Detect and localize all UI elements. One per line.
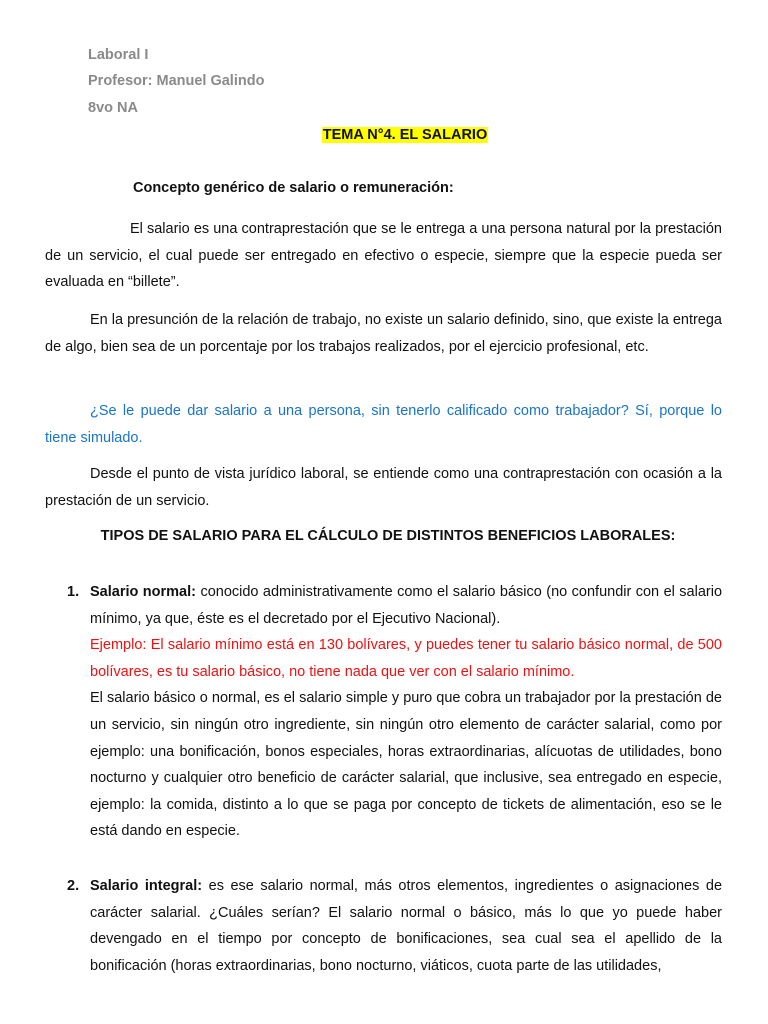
normal-salary-definition (90, 579, 722, 632)
course-section: 8vo NA (88, 100, 138, 116)
list-item-integral-salary (90, 873, 722, 979)
paragraph-legal-view: Desde el punto de vista jurídico laboral, se entiende como una contraprestación con ocasión a la prestación de un servicio. (45, 466, 722, 509)
normal-salary-text: conocido administrativamente como el salario básico (no confundir con el salario mínimo, ya que, éste es el decretado por el Ejecutivo Nacional). (90, 584, 723, 627)
integral-salary-term: Salario integral: (90, 878, 203, 894)
normal-salary-example: Ejemplo: El salario mínimo está en 130 bolívares, y puedes tener tu salario básico normal, de 500 bolívares, es tu salario básico, no tiene nada que ver con el salario mínimo. (90, 637, 722, 680)
paragraph-question: ¿Se le puede dar salario a una persona, sin tenerlo calificado como trabajador? Sí, porque lo tiene simulado. (45, 403, 722, 446)
course-name: Laboral I (88, 47, 149, 63)
document-title: TEMA N°4. EL SALARIO (322, 127, 488, 143)
salary-types-heading: TIPOS DE SALARIO PARA EL CÁLCULO DE DISTINTOS BENEFICIOS LABORALES: (100, 528, 676, 544)
professor-name: Profesor: Manuel Galindo (88, 73, 265, 89)
list-item-normal-salary (90, 579, 722, 845)
normal-salary-detail: El salario básico o normal, es el salario simple y puro que cobra un trabajador por la prestación de un servicio, sin ningún otro ingrediente, sin ningún otro elemento de carácter salarial, como por ejemplo: una bonificación, bonos especiales, horas extraordinarias, alícuotas de utilidades, bono nocturno y cualquier otro beneficio de carácter salarial, que inclusive, sea entregado en especie, ejemplo: la comida, distinto a lo que se paga por concepto de tickets de alimentación, eso se le está dando en especie. (90, 690, 722, 840)
integral-salary-definition (90, 873, 722, 979)
list-number-1: 1. (67, 584, 80, 600)
concept-subheading: Concepto genérico de salario o remuneración: (133, 180, 454, 196)
list-number-2: 2. (67, 878, 80, 894)
paragraph-presumption: En la presunción de la relación de trabajo, no existe un salario definido, sino, que existe la entrega de algo, bien sea de un porcentaje por los trabajos realizados, por el ejercicio profesional, etc. (45, 312, 722, 355)
title-container (0, 126, 768, 144)
integral-salary-text: es ese salario normal, más otros elementos, ingredientes o asignaciones de carácter salarial. ¿Cuáles serían? El salario normal o básico, más lo que yo puede haber devengado en el tiempo por concepto de bonificaciones, sea cual sea el apellido de la bonificación (horas extraordinarias, bono nocturno, viáticos, cuota parte de las utilidades, (90, 878, 723, 974)
paragraph-definition: El salario es una contraprestación que se le entrega a una persona natural por la prestación de un servicio, el cual puede ser entregado en efectivo o especie, siempre que la especie pueda ser evaluada en “billete”. (45, 221, 722, 290)
normal-salary-term: Salario normal: (90, 584, 196, 600)
